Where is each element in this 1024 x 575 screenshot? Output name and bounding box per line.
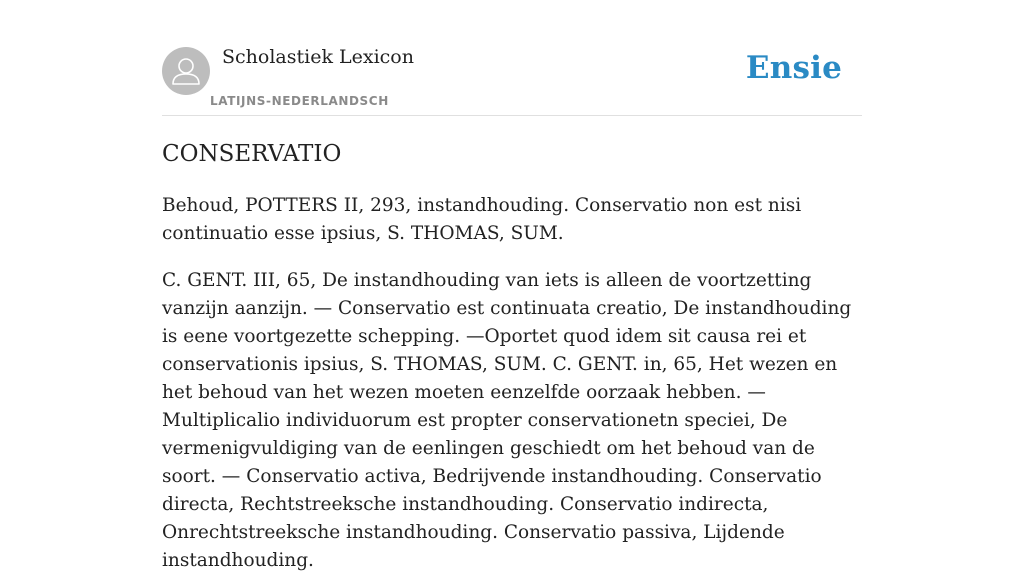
entry-paragraph: C. GENT. III, 65, De instandhouding van iets is alleen de voortzetting vanzijn aanzijn. — Conservatio est continuata creatio, De instandhouding is eene voortgezette schepping. —Oportet quod idem sit causa rei et conservationis ipsius, S. THOMAS, SUM. C. GENT. in, 65, Het wezen en het behoud van het wezen moeten eenzelfde oorzaak hebben. — Multiplicalio individuorum est propter conservationetn speciei, De vermenigvuldiging van de eenlingen geschiedt om het behoud van de soort. — Conservatio activa, Bedrijvende instandhouding. Conservatio directa, Rechtstreeksche instandhouding. Conservatio indirecta, Onrechtstreeksche instandhouding. Conservatio passiva, Lijdende instandhouding. bbox=[162, 270, 852, 571]
source-title[interactable]: Scholastiek Lexicon bbox=[222, 46, 414, 68]
source-subtitle: LATIJNS-NEDERLANDSCH bbox=[210, 94, 389, 108]
page-container bbox=[162, 0, 862, 571]
source-header bbox=[162, 0, 862, 116]
avatar[interactable] bbox=[162, 47, 210, 95]
entry-paragraph: Behoud, POTTERS II, 293, instandhouding. Conservatio non est nisi continuatio esse ipsius, S. THOMAS, SUM. bbox=[162, 195, 802, 244]
entry-title: CONSERVATIO bbox=[162, 141, 342, 167]
brand-logo[interactable]: Ensie bbox=[745, 50, 842, 86]
user-silhouette-icon bbox=[162, 47, 210, 95]
